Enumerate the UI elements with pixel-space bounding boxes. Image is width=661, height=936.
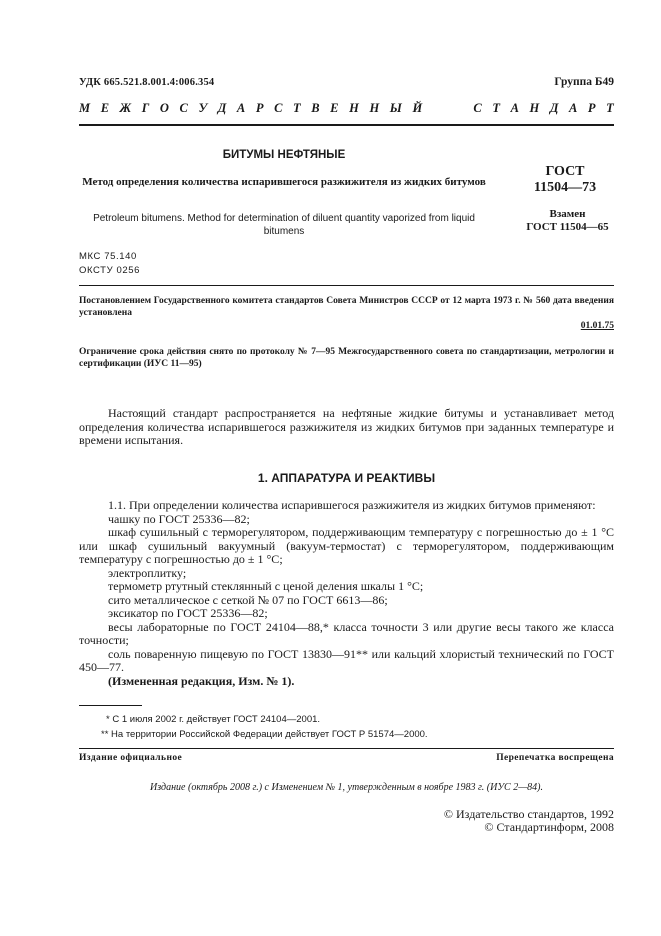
document-title: БИТУМЫ НЕФТЯНЫЕ: [222, 149, 346, 161]
banner-letter: Д: [217, 101, 227, 115]
english-title: Petroleum bitumens. Method for determination of diluent quantity vaporized from liquid bitumens: [93, 213, 475, 237]
edition-note: Издание (октябрь 2008 г.) с Изменением № 1, утвержденным в ноябре 1983 г. (ИУС 2—84).: [150, 782, 543, 793]
effective-date: 01.01.75: [580, 321, 614, 331]
method-title: Метод определения количества испарившегося разжижителя из жидких битумов: [82, 176, 486, 188]
list-item: 1.1. При определении количества испарившегося разжижителя из жидких битумов применяют:: [108, 498, 596, 512]
mks-code: МКС 75.140: [79, 251, 137, 262]
interstate-standard-banner: [79, 101, 614, 116]
banner-letter: А: [236, 101, 246, 115]
list-item: сито металлическое с сеткой № 07 по ГОСТ 6613—86;: [108, 592, 388, 607]
replaces-number: ГОСТ 11504—65: [526, 221, 609, 233]
replaces-label: Взамен: [549, 208, 586, 220]
gost-label: ГОСТ: [545, 164, 585, 179]
banner-letter: У: [198, 101, 208, 115]
list-item: весы лабораторные по ГОСТ 24104—88,* класса точности 3 или другие весы такого же класса точности;: [79, 619, 614, 647]
banner-letter: Ы: [389, 101, 402, 115]
copyright-line: © Издательство стандартов, 1992: [443, 807, 614, 821]
header-rule: [79, 124, 614, 126]
banner-gap: [433, 101, 463, 116]
banner-letter: С: [179, 101, 188, 115]
amendment-note: (Измененная редакция, Изм. № 1).: [108, 673, 295, 688]
official-edition-label: Издание официальное: [79, 753, 183, 763]
banner-letter: Г: [141, 101, 150, 115]
banner-letter: Н: [369, 101, 380, 115]
equipment-list: [79, 499, 614, 688]
list-item: чашку по ГОСТ 25336—82;: [108, 511, 250, 526]
reprint-prohibited-label: Перепечатка воспрещена: [496, 753, 614, 763]
banner-letter: Е: [330, 101, 339, 115]
banner-letter: С: [473, 101, 482, 115]
copyright-line: © Стандартинформ, 2008: [484, 820, 614, 834]
banner-letter: В: [311, 101, 320, 115]
gost-number: 11504—73: [533, 180, 597, 195]
banner-letter: С: [274, 101, 283, 115]
list-item: шкаф сушильный с терморегулятором, поддерживающим температуру с погрешностью до ± 1 °С или шкаф сушильный вакуумный (вакуум-термостат) с терморегулятором, поддерживающим температуру с погрешностью до ± 1 °С;: [79, 525, 614, 566]
udk-code: УДК 665.521.8.001.4:006.354: [79, 77, 215, 88]
okstu-code: ОКСТУ 0256: [79, 265, 140, 276]
banner-letter: Ж: [119, 101, 132, 115]
limitation-text: Ограничение срока действия снято по протоколу № 7—95 Межгосударственного совета по стандартизации, метрологии и сертификации (ИУС 11—95): [79, 347, 614, 369]
banner-letter: М: [79, 101, 91, 115]
banner-letter: Н: [349, 101, 359, 115]
intro-paragraph: Настоящий стандарт распространяется на нефтяные жидкие битумы и устанавливает метод определения количества испарившегося разжижителя из жидких битумов при заданных температуре и времени испытания.: [79, 406, 614, 447]
gost-number-block: [500, 164, 630, 196]
banner-letter: Н: [529, 101, 540, 115]
banner-letter: А: [568, 101, 578, 115]
copyright-block: [314, 808, 614, 834]
banner-letter: Р: [587, 101, 596, 115]
banner-letter: Й: [412, 101, 423, 115]
banner-letter: Т: [492, 101, 500, 115]
footnote-rule: [79, 705, 142, 706]
banner-letter: Т: [606, 101, 614, 115]
banner-letter: Т: [293, 101, 301, 115]
codes-rule: [79, 285, 614, 286]
banner-letter: Е: [100, 101, 110, 115]
group-code: Группа Б49: [554, 76, 614, 88]
replaces-block: [500, 208, 635, 234]
section-heading: 1. АППАРАТУРА И РЕАКТИВЫ: [257, 471, 436, 485]
decree-text: Постановлением Государственного комитета стандартов Совета Министров СССР от 12 марта 1973 г. № 560 дата введения установлена: [79, 296, 614, 318]
classification-codes: [79, 250, 140, 278]
banner-letter: Д: [549, 101, 559, 115]
footnote-1: * С 1 июля 2002 г. действует ГОСТ 24104—2001.: [106, 714, 321, 725]
list-item: соль поваренную пищевую по ГОСТ 13830—91** или кальций хлористый технический по ГОСТ 450—77.: [79, 646, 614, 674]
footer-rule: [79, 748, 614, 749]
banner-letter: О: [159, 101, 169, 115]
list-item: электроплитку;: [108, 565, 187, 580]
banner-letter: А: [510, 101, 519, 115]
list-item: эксикатор по ГОСТ 25336—82;: [108, 606, 268, 620]
list-item: термометр ртутный стеклянный с ценой деления шкалы 1 °С;: [108, 579, 424, 593]
banner-letter: Р: [255, 101, 264, 115]
footnote-2: ** На территории Российской Федерации действует ГОСТ Р 51574—2000.: [101, 729, 428, 740]
